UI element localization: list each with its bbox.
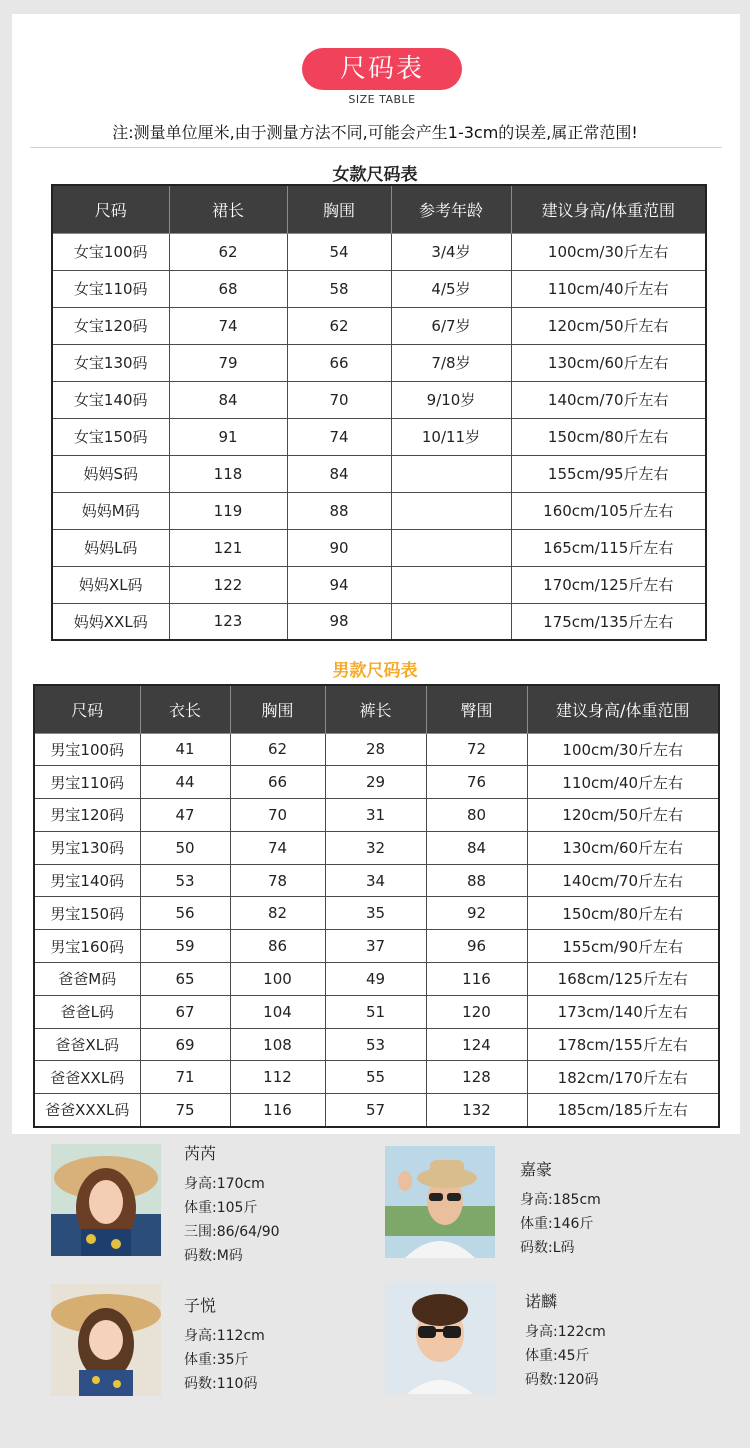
table-cell: 69 — [140, 1028, 230, 1061]
column-header: 臀围 — [426, 685, 527, 733]
column-header: 裙长 — [169, 185, 287, 233]
table-cell: 妈妈L码 — [52, 529, 169, 566]
table-cell: 90 — [287, 529, 391, 566]
table-cell — [391, 566, 511, 603]
table-cell: 82 — [230, 897, 325, 930]
model-info-jiahao — [520, 1158, 601, 1260]
table-cell: 35 — [325, 897, 426, 930]
table-row — [52, 603, 706, 640]
table-cell: 160cm/105斤左右 — [511, 492, 706, 529]
table-row — [52, 270, 706, 307]
table-cell: 31 — [325, 799, 426, 832]
model-stat: 三围:86/64/90 — [184, 1224, 280, 1240]
table-row — [34, 733, 719, 766]
table-row — [52, 492, 706, 529]
model-photo-nuolin — [385, 1282, 495, 1394]
table-cell: 女宝130码 — [52, 344, 169, 381]
model-name: 芮芮 — [184, 1144, 217, 1163]
table-cell: 96 — [426, 930, 527, 963]
column-header: 胸围 — [230, 685, 325, 733]
model-photo-ziyue — [51, 1284, 161, 1396]
table-cell: 37 — [325, 930, 426, 963]
table-cell: 185cm/185斤左右 — [527, 1094, 719, 1127]
table-cell: 59 — [140, 930, 230, 963]
table-row — [52, 307, 706, 344]
table-cell: 67 — [140, 995, 230, 1028]
model-stat: 码数:M码 — [184, 1248, 243, 1264]
table-cell: 62 — [287, 307, 391, 344]
table-cell: 62 — [230, 733, 325, 766]
table-cell: 男宝100码 — [34, 733, 140, 766]
table-row — [34, 930, 719, 963]
table-cell: 男宝130码 — [34, 831, 140, 864]
column-header: 尺码 — [52, 185, 169, 233]
table-cell: 140cm/70斤左右 — [511, 381, 706, 418]
table-cell: 94 — [287, 566, 391, 603]
column-header: 参考年龄 — [391, 185, 511, 233]
table-cell: 120cm/50斤左右 — [527, 799, 719, 832]
table-cell: 92 — [426, 897, 527, 930]
table-row — [52, 344, 706, 381]
table-cell: 84 — [426, 831, 527, 864]
table-cell: 49 — [325, 963, 426, 996]
table-cell: 182cm/170斤左右 — [527, 1061, 719, 1094]
table-cell: 100cm/30斤左右 — [511, 233, 706, 270]
table-cell: 173cm/140斤左右 — [527, 995, 719, 1028]
table-cell: 71 — [140, 1061, 230, 1094]
table-cell: 150cm/80斤左右 — [527, 897, 719, 930]
men-size-table — [33, 684, 720, 1128]
table-cell: 34 — [325, 864, 426, 897]
column-header: 衣长 — [140, 685, 230, 733]
page-subtitle: SIZE TABLE — [348, 93, 416, 106]
table-cell: 女宝110码 — [52, 270, 169, 307]
table-cell: 爸爸L码 — [34, 995, 140, 1028]
table-cell: 75 — [140, 1094, 230, 1127]
table-cell: 男宝150码 — [34, 897, 140, 930]
table-row — [52, 566, 706, 603]
table-row — [52, 381, 706, 418]
table-cell: 175cm/135斤左右 — [511, 603, 706, 640]
table-cell: 178cm/155斤左右 — [527, 1028, 719, 1061]
table-cell: 男宝120码 — [34, 799, 140, 832]
table-cell: 妈妈XL码 — [52, 566, 169, 603]
model-name: 诺麟 — [525, 1292, 558, 1311]
table-cell: 91 — [169, 418, 287, 455]
table-cell: 120 — [426, 995, 527, 1028]
column-header: 建议身高/体重范围 — [527, 685, 719, 733]
model-name: 嘉豪 — [520, 1160, 553, 1179]
table-cell: 10/11岁 — [391, 418, 511, 455]
table-cell: 110cm/40斤左右 — [527, 766, 719, 799]
table-cell: 50 — [140, 831, 230, 864]
page-title-badge: 尺码表 — [302, 48, 462, 90]
table-cell: 112 — [230, 1061, 325, 1094]
table-cell: 116 — [426, 963, 527, 996]
table-cell: 72 — [426, 733, 527, 766]
table-cell: 男宝160码 — [34, 930, 140, 963]
women-table-title: 女款尺码表 — [332, 165, 418, 185]
measurement-note: 注:测量单位厘米,由于测量方法不同,可能会产生1-3cm的误差,属正常范围! — [112, 123, 638, 142]
model-info-nuolin — [525, 1290, 606, 1392]
table-cell: 男宝140码 — [34, 864, 140, 897]
table-cell: 98 — [287, 603, 391, 640]
table-cell: 123 — [169, 603, 287, 640]
model-stat: 身高:122cm — [525, 1324, 606, 1340]
table-cell: 3/4岁 — [391, 233, 511, 270]
model-stat: 体重:146斤 — [520, 1216, 594, 1232]
table-row — [52, 529, 706, 566]
table-cell: 62 — [169, 233, 287, 270]
table-cell: 29 — [325, 766, 426, 799]
table-cell: 104 — [230, 995, 325, 1028]
table-cell: 妈妈XXL码 — [52, 603, 169, 640]
table-cell — [391, 603, 511, 640]
table-cell: 88 — [287, 492, 391, 529]
model-stat: 身高:185cm — [520, 1192, 601, 1208]
model-photo-jiahao — [385, 1146, 495, 1258]
table-row — [34, 963, 719, 996]
men-table-title: 男款尺码表 — [332, 661, 418, 681]
table-cell: 121 — [169, 529, 287, 566]
table-cell: 爸爸XL码 — [34, 1028, 140, 1061]
table-cell: 122 — [169, 566, 287, 603]
table-cell: 108 — [230, 1028, 325, 1061]
table-cell: 66 — [287, 344, 391, 381]
model-name: 子悦 — [184, 1296, 217, 1315]
women-size-table — [51, 184, 707, 641]
table-cell: 58 — [287, 270, 391, 307]
table-cell: 53 — [140, 864, 230, 897]
table-cell: 爸爸M码 — [34, 963, 140, 996]
table-row — [34, 1061, 719, 1094]
table-row — [34, 1028, 719, 1061]
model-stat: 体重:45斤 — [525, 1348, 590, 1364]
table-cell: 28 — [325, 733, 426, 766]
table-cell: 6/7岁 — [391, 307, 511, 344]
table-cell: 妈妈S码 — [52, 455, 169, 492]
table-cell: 70 — [287, 381, 391, 418]
table-cell: 86 — [230, 930, 325, 963]
table-cell: 54 — [287, 233, 391, 270]
table-cell: 140cm/70斤左右 — [527, 864, 719, 897]
table-cell: 100cm/30斤左右 — [527, 733, 719, 766]
table-cell — [391, 492, 511, 529]
table-row — [34, 799, 719, 832]
table-cell: 170cm/125斤左右 — [511, 566, 706, 603]
table-cell: 79 — [169, 344, 287, 381]
table-cell: 120cm/50斤左右 — [511, 307, 706, 344]
model-stat: 码数:L码 — [520, 1240, 575, 1256]
table-row — [34, 864, 719, 897]
table-cell: 78 — [230, 864, 325, 897]
table-cell: 9/10岁 — [391, 381, 511, 418]
table-cell: 57 — [325, 1094, 426, 1127]
table-cell: 88 — [426, 864, 527, 897]
table-cell: 84 — [169, 381, 287, 418]
table-cell: 119 — [169, 492, 287, 529]
model-info-rui — [184, 1142, 280, 1268]
table-row — [52, 455, 706, 492]
table-cell: 53 — [325, 1028, 426, 1061]
table-cell: 41 — [140, 733, 230, 766]
table-row — [34, 766, 719, 799]
table-cell — [391, 455, 511, 492]
table-cell: 80 — [426, 799, 527, 832]
divider — [30, 147, 722, 148]
table-cell: 65 — [140, 963, 230, 996]
table-cell: 51 — [325, 995, 426, 1028]
table-cell: 47 — [140, 799, 230, 832]
model-stat: 码数:110码 — [184, 1376, 258, 1392]
column-header: 裤长 — [325, 685, 426, 733]
model-stat: 码数:120码 — [525, 1372, 599, 1388]
table-header-row — [34, 685, 719, 733]
table-cell: 118 — [169, 455, 287, 492]
table-cell: 女宝150码 — [52, 418, 169, 455]
model-stat: 身高:112cm — [184, 1328, 265, 1344]
table-cell: 女宝100码 — [52, 233, 169, 270]
table-cell: 66 — [230, 766, 325, 799]
table-header-row — [52, 185, 706, 233]
table-row — [34, 1094, 719, 1127]
table-cell: 168cm/125斤左右 — [527, 963, 719, 996]
table-cell: 爸爸XXL码 — [34, 1061, 140, 1094]
table-row — [34, 995, 719, 1028]
table-cell: 男宝110码 — [34, 766, 140, 799]
model-stat: 体重:105斤 — [184, 1200, 258, 1216]
table-cell: 4/5岁 — [391, 270, 511, 307]
table-cell: 110cm/40斤左右 — [511, 270, 706, 307]
table-cell: 74 — [230, 831, 325, 864]
table-cell: 7/8岁 — [391, 344, 511, 381]
table-cell: 70 — [230, 799, 325, 832]
table-cell: 155cm/90斤左右 — [527, 930, 719, 963]
table-cell: 爸爸XXXL码 — [34, 1094, 140, 1127]
models-section — [0, 1134, 750, 1448]
table-cell: 44 — [140, 766, 230, 799]
table-cell: 妈妈M码 — [52, 492, 169, 529]
table-cell: 32 — [325, 831, 426, 864]
column-header: 尺码 — [34, 685, 140, 733]
model-stat: 体重:35斤 — [184, 1352, 249, 1368]
table-cell: 56 — [140, 897, 230, 930]
table-cell: 68 — [169, 270, 287, 307]
table-row — [52, 418, 706, 455]
table-cell: 女宝140码 — [52, 381, 169, 418]
table-cell: 128 — [426, 1061, 527, 1094]
table-row — [34, 831, 719, 864]
table-row — [52, 233, 706, 270]
table-cell: 155cm/95斤左右 — [511, 455, 706, 492]
table-cell: 女宝120码 — [52, 307, 169, 344]
model-stat: 身高:170cm — [184, 1176, 265, 1192]
table-cell: 116 — [230, 1094, 325, 1127]
table-cell: 130cm/60斤左右 — [511, 344, 706, 381]
table-cell: 74 — [169, 307, 287, 344]
table-cell: 76 — [426, 766, 527, 799]
column-header: 建议身高/体重范围 — [511, 185, 706, 233]
table-row — [34, 897, 719, 930]
model-photo-rui — [51, 1144, 161, 1256]
column-header: 胸围 — [287, 185, 391, 233]
table-cell: 130cm/60斤左右 — [527, 831, 719, 864]
table-cell: 165cm/115斤左右 — [511, 529, 706, 566]
table-cell: 150cm/80斤左右 — [511, 418, 706, 455]
table-cell: 74 — [287, 418, 391, 455]
table-cell — [391, 529, 511, 566]
table-cell: 55 — [325, 1061, 426, 1094]
table-cell: 132 — [426, 1094, 527, 1127]
model-info-ziyue — [184, 1294, 265, 1396]
table-cell: 124 — [426, 1028, 527, 1061]
table-cell: 84 — [287, 455, 391, 492]
table-cell: 100 — [230, 963, 325, 996]
